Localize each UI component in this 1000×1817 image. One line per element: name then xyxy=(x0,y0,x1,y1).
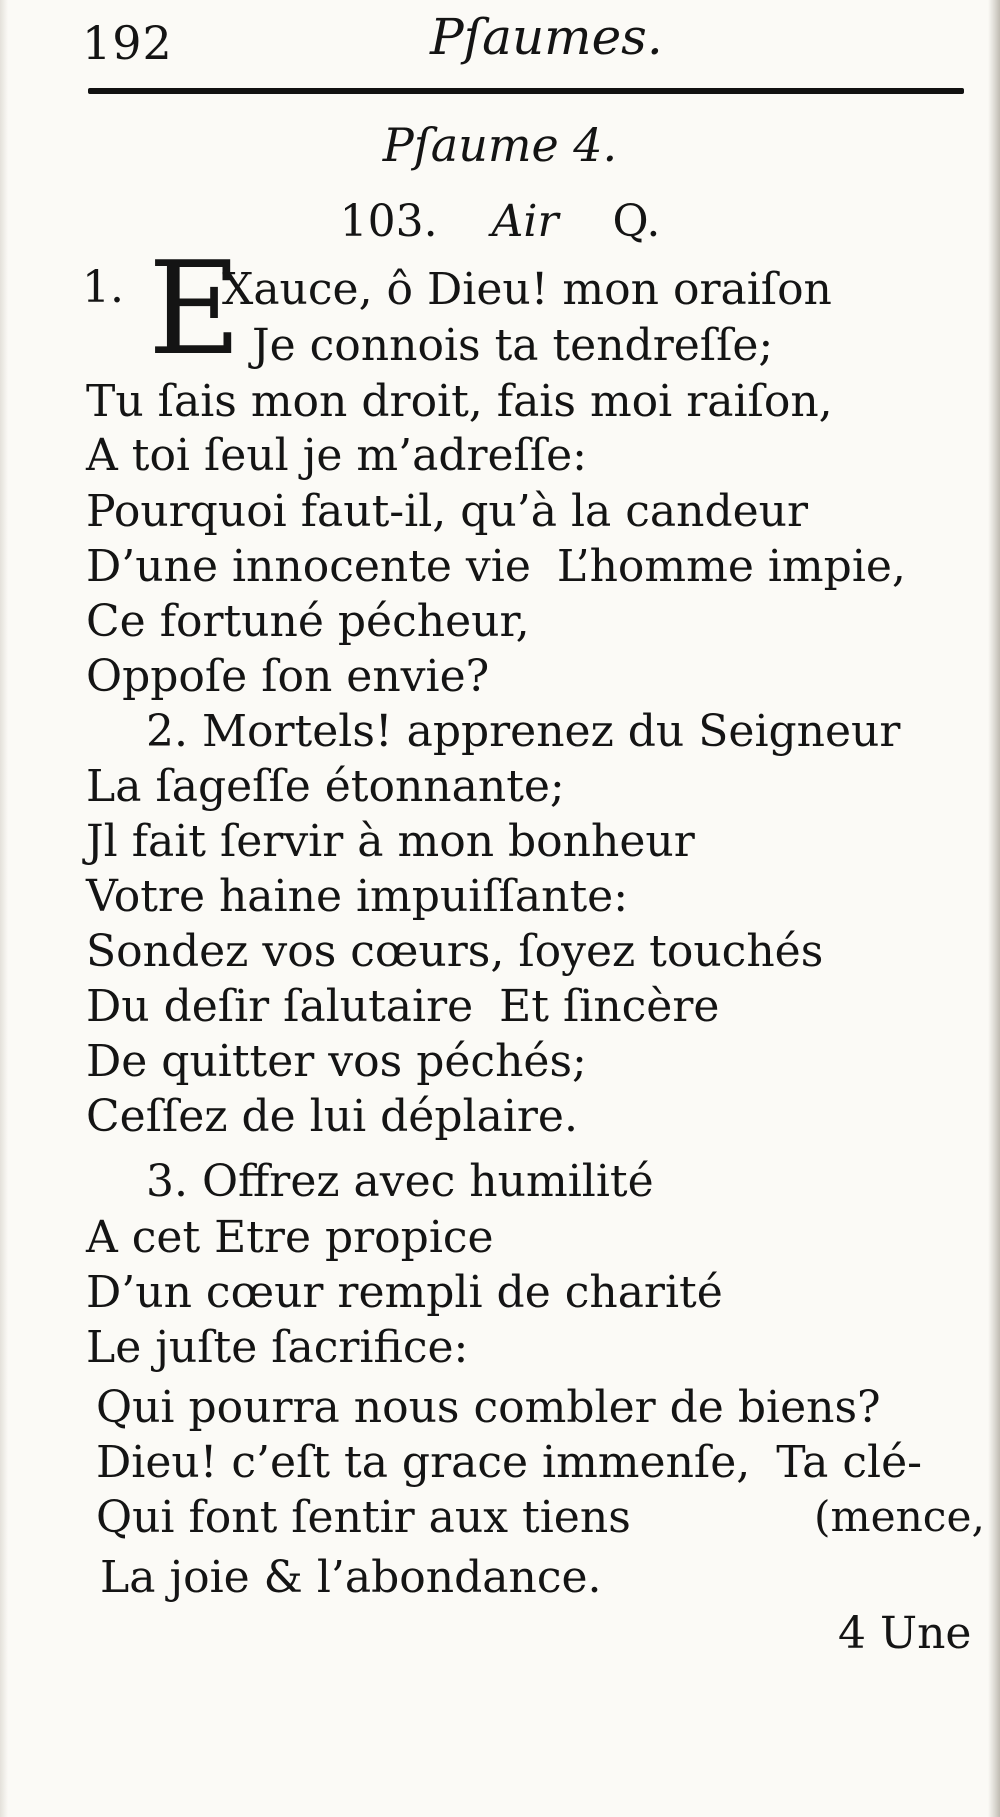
header-rule xyxy=(88,88,964,94)
verse-line: Le juſte ſacrifice: xyxy=(86,1322,469,1373)
verse-segment: Du deſir ſalutaire xyxy=(86,981,474,1032)
verse-line: Oppoſe ſon envie? xyxy=(86,651,490,702)
page-right-edge xyxy=(988,0,1000,1817)
verse-line xyxy=(86,541,906,592)
verse-line: Je connois ta tendreſſe; xyxy=(252,320,774,371)
verse-line: De quitter vos péchés; xyxy=(86,1036,587,1087)
verse-segment: L’homme impie, xyxy=(556,541,906,592)
verse-line: Sondez vos cœurs, ſoyez touchés xyxy=(86,926,824,977)
verse-line: Xauce, ô Dieu! mon oraiſon xyxy=(222,264,832,315)
verse-line xyxy=(86,981,720,1032)
verse-line: Pourquoi faut-il, qu’à la candeur xyxy=(86,486,809,537)
verse-line: D’un cœur rempli de charité xyxy=(86,1267,723,1318)
verse-line: A toi ſeul je m’adreſſe: xyxy=(86,430,587,481)
verse-line: Tu ſais mon droit, fais moi raiſon, xyxy=(86,376,833,427)
air-label: Air xyxy=(491,196,559,247)
verse-line: La ſageſſe étonnante; xyxy=(86,761,565,812)
verse-turnover: (mence, xyxy=(814,1492,985,1541)
verse-segment: Dieu! c’eſt ta grace immenſe, xyxy=(96,1437,751,1488)
psalm-title: Pſaume 4. xyxy=(382,118,618,172)
verse-segment: Et ſincère xyxy=(499,981,720,1032)
tune-number: 103. xyxy=(339,196,438,247)
verse-line: 2. Mortels! apprenez du Seigneur xyxy=(146,706,901,757)
page-left-edge xyxy=(0,0,8,1817)
verse-segment: Qui font ſentir aux tiens xyxy=(96,1492,631,1543)
verse-segment: Ta clé- xyxy=(776,1437,923,1488)
verse-segment: D’une innocente vie xyxy=(86,541,531,592)
verse-line: A cet Etre propice xyxy=(86,1212,494,1263)
verse-line: 3. Offrez avec humilité xyxy=(146,1156,654,1207)
verse-line xyxy=(96,1492,631,1543)
running-head: Pſaumes. xyxy=(430,8,663,66)
verse-line: Ceſſez de lui déplaire. xyxy=(86,1091,578,1142)
verse-line xyxy=(96,1437,923,1488)
stanza-number: 1. xyxy=(82,262,124,313)
verse-line: Qui pourra nous combler de biens? xyxy=(96,1382,881,1433)
air-letter: Q. xyxy=(612,196,661,247)
page-number: 192 xyxy=(82,16,173,70)
verse-line: Ce fortuné pécheur, xyxy=(86,596,530,647)
verse-line: Jl fait ſervir à mon bonheur xyxy=(86,816,695,867)
verse-line: Votre haine impuiſſante: xyxy=(86,871,629,922)
verse-line: La joie & l’abondance. xyxy=(100,1552,602,1603)
drop-cap: E xyxy=(148,235,242,384)
catchword: 4 Une xyxy=(838,1608,972,1659)
